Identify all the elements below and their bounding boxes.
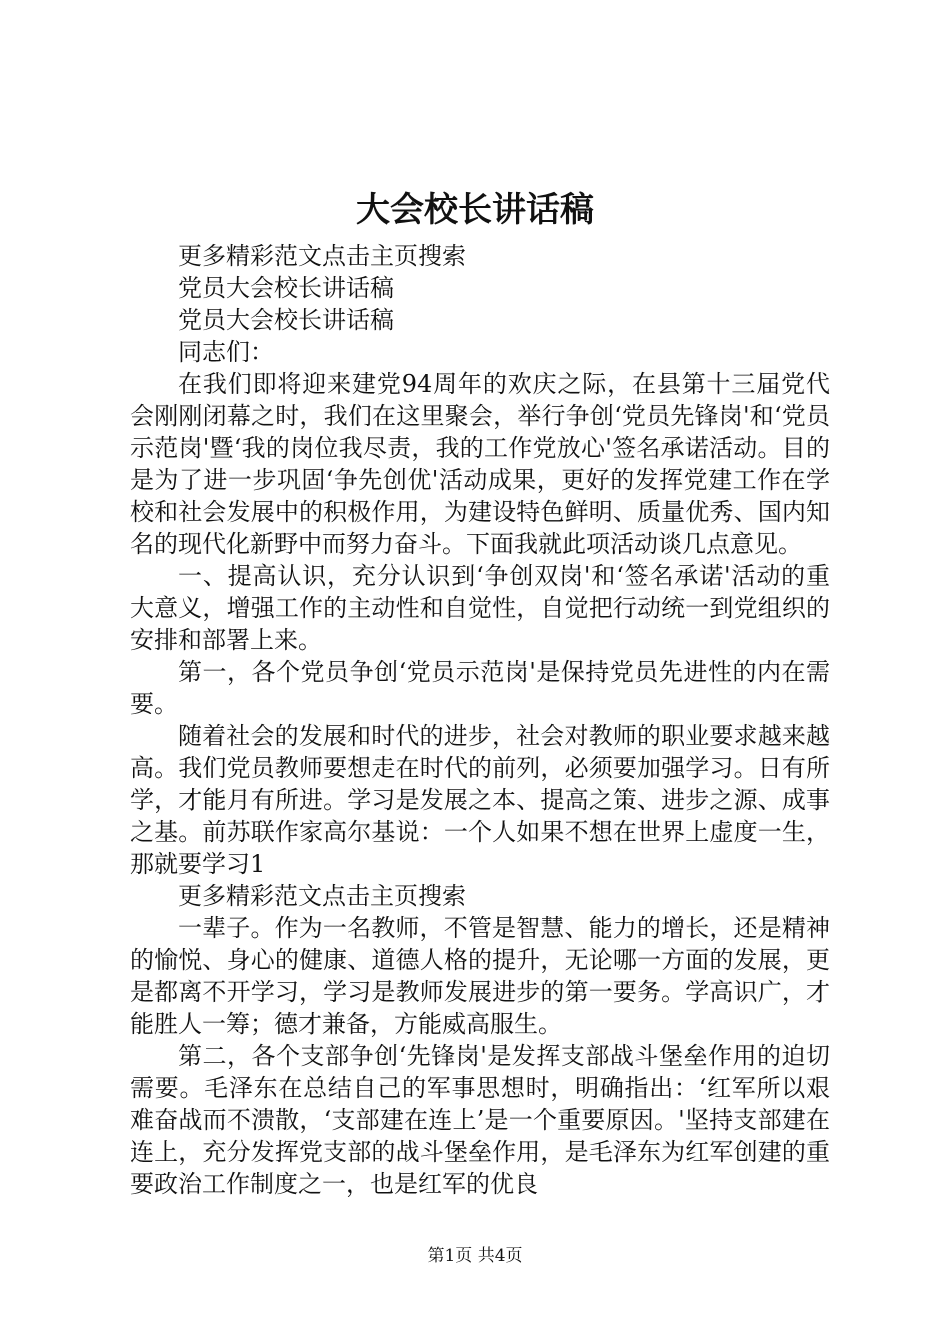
paragraph: 第二，各个支部争创‘先锋岗'是发挥支部战斗堡垒作用的迫切需要。毛泽东在总结自己的军事思想时，明确指出：‘红军所以艰难奋战而不溃散，‘支部建在连上’是一个重要原因。'坚持支部建在连上，充分发挥党支部的战斗堡垒作用，是毛泽东为红军创建的重要政治工作制度之一，也是红军的优良 <box>130 1042 830 1198</box>
paragraph: 第一，各个党员争创‘党员示范岗'是保持党员先进性的内在需要。 <box>130 658 830 718</box>
paragraph: 在我们即将迎来建党94周年的欢庆之际，在县第十三届党代会刚刚闭幕之时，我们在这里聚会，举行争创‘党员先锋岗'和‘党员示范岗'暨‘我的岗位我尽责，我的工作党放心'签名承诺活动。目的是为了进一步巩固‘争先创优'活动成果，更好的发挥党建工作在学校和社会发展中的积极作用，为建设特色鲜明、质量优秀、国内知名的现代化新野中而努力奋斗。下面我就此项活动谈几点意见。 <box>130 370 830 558</box>
paragraph: 一、提高认识，充分认识到‘争创双岗'和‘签名承诺'活动的重大意义，增强工作的主动性和自觉性，自觉把行动统一到党组织的安排和部署上来。 <box>130 562 830 654</box>
paragraph: 同志们： <box>178 338 274 366</box>
paragraph: 党员大会校长讲话稿 <box>178 306 394 334</box>
page-footer: 第1页 共4页 <box>427 1246 523 1266</box>
paragraph: 随着社会的发展和时代的进步，社会对教师的职业要求越来越高。我们党员教师要想走在时代的前列，必须要加强学习。日有所学，才能月有所进。学习是发展之本、提高之策、进步之源、成事之基。前苏联作家高尔基说：一个人如果不想在世界上虚度一生，那就要学习1 <box>130 722 830 878</box>
paragraph: 一辈子。作为一名教师，不管是智慧、能力的增长，还是精神的愉悦、身心的健康、道德人格的提升，无论哪一方面的发展，更是都离不开学习，学习是教师发展进步的第一要务。学高识广，才能胜人一筹；德才兼备，方能威高服生。 <box>130 914 830 1038</box>
document-body <box>130 240 830 1200</box>
document-title: 大会校长讲话稿 <box>356 190 594 230</box>
paragraph: 更多精彩范文点击主页搜索 <box>178 882 466 910</box>
paragraph: 更多精彩范文点击主页搜索 <box>178 242 466 270</box>
paragraph: 党员大会校长讲话稿 <box>178 274 394 302</box>
